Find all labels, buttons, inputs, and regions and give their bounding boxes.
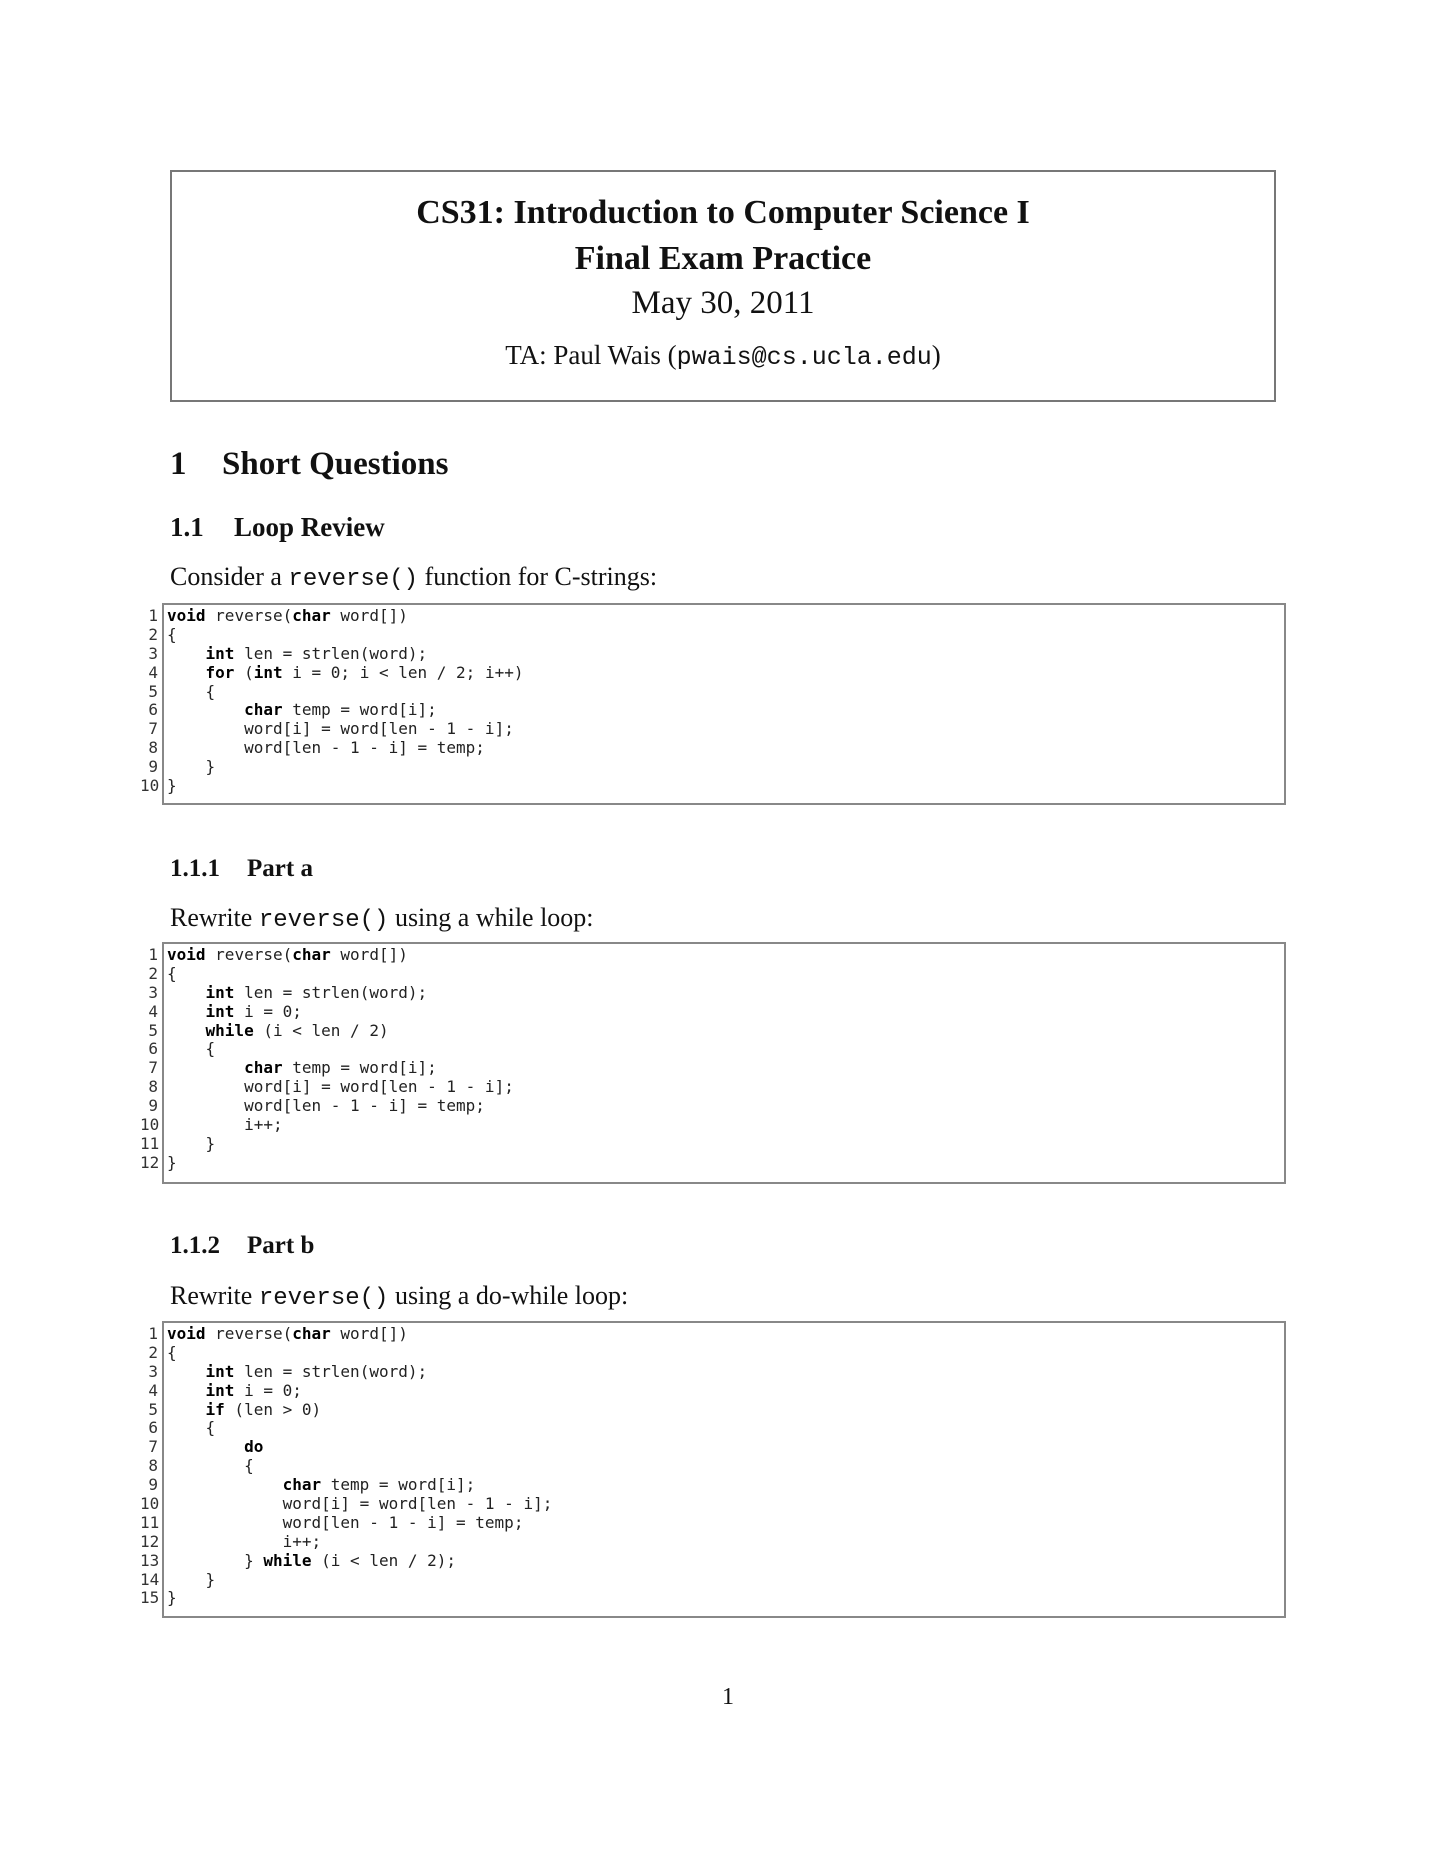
ta-email: pwais@cs.ucla.edu <box>676 343 932 372</box>
code-line <box>140 984 1286 1003</box>
document-subtitle: Final Exam Practice <box>574 240 872 277</box>
code-line <box>140 758 1286 777</box>
code-text: word[i] = word[len - 1 - i]; <box>244 1077 514 1097</box>
code-text: do <box>244 1437 264 1457</box>
ta-suffix: ) <box>931 340 941 370</box>
subsubsection-title: Part a <box>247 855 313 882</box>
code-text: int len = strlen(word); <box>205 1361 428 1381</box>
code-line <box>140 664 1286 683</box>
code-listing-while-loop <box>140 942 1286 1184</box>
code-text: } <box>167 1133 216 1153</box>
line-number: 4 <box>148 1001 158 1021</box>
line-number: 8 <box>148 1077 158 1097</box>
line-number: 8 <box>148 1456 158 1476</box>
code-line <box>140 777 1286 796</box>
line-number: 1 <box>148 945 158 964</box>
code-line <box>140 1363 1286 1382</box>
code-text: word[len - 1 - i] = temp; <box>244 738 485 758</box>
subsubsection-heading-part-b <box>170 1232 314 1260</box>
line-number: 7 <box>148 719 158 739</box>
line-number: 9 <box>148 1475 158 1495</box>
intro-text: Consider a <box>170 562 289 591</box>
line-number: 4 <box>148 1380 158 1400</box>
code-line <box>140 1382 1286 1401</box>
code-line <box>140 1097 1286 1116</box>
code-text: int i = 0; <box>205 1380 302 1400</box>
code-line <box>140 1419 1286 1438</box>
code-text: i++; <box>282 1531 322 1551</box>
subsubsection-title: Part b <box>247 1232 315 1259</box>
line-number: 6 <box>148 700 158 720</box>
code-text: { <box>167 1456 254 1476</box>
code-text: char temp = word[i]; <box>244 1058 437 1078</box>
code-text: { <box>167 1039 216 1059</box>
code-text: } <box>167 757 216 777</box>
code-text: } while (i < len / 2); <box>167 1550 457 1570</box>
subsubsection-heading-part-a <box>170 855 313 883</box>
line-number: 3 <box>148 1361 158 1381</box>
line-number: 7 <box>148 1058 158 1078</box>
code-text: i++; <box>244 1115 283 1135</box>
code-line <box>140 720 1286 739</box>
code-text: void reverse(char word[]) <box>167 1324 408 1343</box>
code-text: for (int i = 0; i < len / 2; i++) <box>205 662 524 682</box>
line-number: 1 <box>148 606 158 625</box>
code-line <box>140 1116 1286 1135</box>
line-number: 12 <box>140 1531 160 1551</box>
code-line <box>140 645 1286 664</box>
inline-code: reverse() <box>288 566 419 593</box>
title-box <box>170 170 1276 402</box>
line-number: 11 <box>140 1133 160 1153</box>
code-line <box>140 1571 1286 1590</box>
part-a-intro <box>170 903 594 934</box>
code-text: word[len - 1 - i] = temp; <box>282 1512 524 1532</box>
line-number: 7 <box>148 1437 158 1457</box>
document-title: CS31: Introduction to Computer Science I <box>416 194 1030 231</box>
intro-text: using a while loop: <box>388 903 594 932</box>
code-text: { <box>167 1418 216 1438</box>
document-date: May 30, 2011 <box>631 285 815 321</box>
code-line <box>140 1135 1286 1154</box>
code-text: void reverse(char word[]) <box>167 945 408 964</box>
line-number: 13 <box>140 1550 160 1570</box>
code-line <box>140 607 1286 626</box>
line-number: 2 <box>148 1342 158 1362</box>
code-line <box>140 683 1286 702</box>
subsubsection-number: 1.1.2 <box>170 1232 220 1259</box>
code-text: int len = strlen(word); <box>205 643 428 663</box>
line-number: 5 <box>148 1020 158 1040</box>
code-text: } <box>167 1588 177 1608</box>
code-line <box>140 1476 1286 1495</box>
subsubsection-number: 1.1.1 <box>170 855 220 882</box>
code-listing-for-loop <box>140 603 1286 805</box>
code-line <box>140 1457 1286 1476</box>
intro-text: function for C-strings: <box>418 562 658 591</box>
code-text: char temp = word[i]; <box>244 700 437 720</box>
line-number: 3 <box>148 982 158 1002</box>
code-line <box>140 1552 1286 1571</box>
line-number: 5 <box>148 681 158 701</box>
subsection-heading-1-1 <box>170 512 385 543</box>
code-line <box>140 1059 1286 1078</box>
code-text: { <box>167 1342 177 1362</box>
line-number: 4 <box>148 662 158 682</box>
intro-text: Rewrite <box>170 903 259 932</box>
intro-text: using a do-while loop: <box>388 1281 629 1310</box>
section-number: 1 <box>170 446 187 482</box>
code-line <box>140 1154 1286 1173</box>
code-text: void reverse(char word[]) <box>167 606 408 625</box>
code-text: { <box>167 963 177 983</box>
line-number: 6 <box>148 1418 158 1438</box>
line-number: 5 <box>148 1399 158 1419</box>
code-line <box>140 1078 1286 1097</box>
code-line <box>140 1533 1286 1552</box>
ta-line <box>172 340 1274 372</box>
code-line <box>140 1495 1286 1514</box>
line-number: 15 <box>140 1588 160 1608</box>
code-line <box>140 1401 1286 1420</box>
code-text: int len = strlen(word); <box>205 982 428 1002</box>
code-text: word[i] = word[len - 1 - i]; <box>282 1494 553 1514</box>
code-text: { <box>167 681 216 701</box>
code-text: } <box>167 776 177 796</box>
code-text: word[i] = word[len - 1 - i]; <box>244 719 514 739</box>
code-line <box>140 946 1286 965</box>
subsection-title: Loop Review <box>234 512 385 542</box>
section-heading-1 <box>170 446 448 483</box>
line-number: 2 <box>148 963 158 983</box>
code-text: } <box>167 1152 177 1172</box>
line-number: 3 <box>148 643 158 663</box>
page-number: 1 <box>722 1684 734 1710</box>
line-number: 11 <box>140 1512 160 1532</box>
code-line <box>140 626 1286 645</box>
loop-review-intro <box>170 562 657 593</box>
line-number: 8 <box>148 738 158 758</box>
code-line <box>140 965 1286 984</box>
line-number: 10 <box>140 1494 160 1514</box>
line-number: 9 <box>148 1096 158 1116</box>
line-number: 14 <box>140 1569 160 1589</box>
section-title: Short Questions <box>222 446 449 482</box>
code-line <box>140 701 1286 720</box>
line-number: 6 <box>148 1039 158 1059</box>
code-text: word[len - 1 - i] = temp; <box>244 1096 485 1116</box>
code-line <box>140 1022 1286 1041</box>
line-number: 9 <box>148 757 158 777</box>
code-text: char temp = word[i]; <box>282 1475 476 1495</box>
code-line <box>140 1589 1286 1608</box>
code-line <box>140 1438 1286 1457</box>
code-line <box>140 1003 1286 1022</box>
subsection-number: 1.1 <box>170 512 204 542</box>
code-line <box>140 1344 1286 1363</box>
line-number: 10 <box>140 1115 160 1135</box>
code-text: int i = 0; <box>205 1001 302 1021</box>
code-line <box>140 1514 1286 1533</box>
code-line <box>140 739 1286 758</box>
line-number: 1 <box>148 1324 158 1343</box>
code-text: { <box>167 624 177 644</box>
code-text: if (len > 0) <box>205 1399 322 1419</box>
code-listing-do-while-loop <box>140 1321 1286 1618</box>
line-number: 2 <box>148 624 158 644</box>
code-text: } <box>167 1569 216 1589</box>
inline-code: reverse() <box>258 907 389 934</box>
line-number: 12 <box>140 1152 160 1172</box>
ta-prefix: TA: Paul Wais ( <box>505 340 677 370</box>
code-line <box>140 1325 1286 1344</box>
line-number: 10 <box>140 776 160 796</box>
intro-text: Rewrite <box>170 1281 259 1310</box>
part-b-intro <box>170 1281 628 1312</box>
inline-code: reverse() <box>258 1285 389 1312</box>
code-line <box>140 1040 1286 1059</box>
code-text: while (i < len / 2) <box>205 1020 389 1040</box>
